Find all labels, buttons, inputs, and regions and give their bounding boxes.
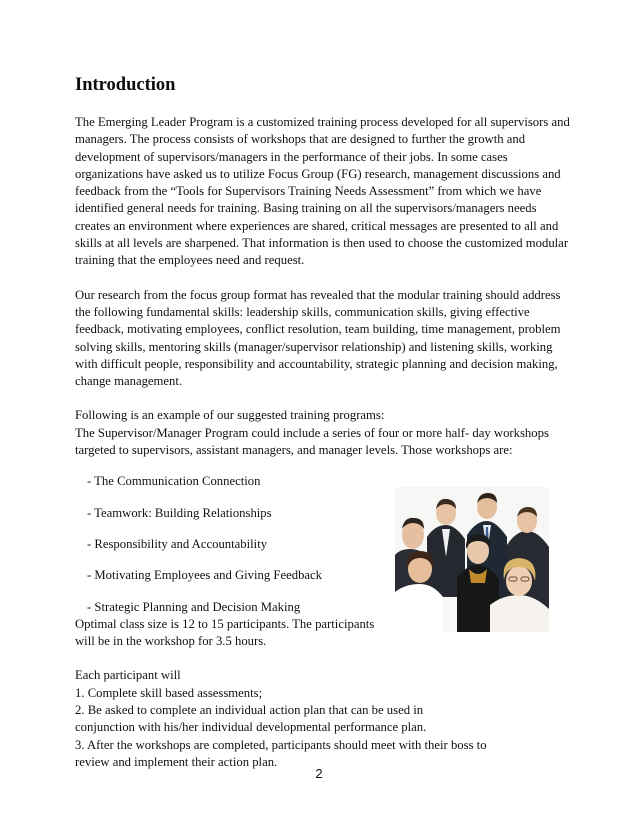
intro-line: feedback from the “Tools for Supervisors Training Needs Assessment” from which we have <box>75 184 542 199</box>
participant-step: 3. After the workshops are completed, participants should meet with their boss to <box>75 737 487 752</box>
participant-step: conjunction with his/her individual developmental performance plan. <box>75 720 427 735</box>
research-line: Our research from the focus group format has revealed that the modular training should address <box>75 287 561 302</box>
research-line: solving skills, mentoring skills (manager/supervisor relationship) and listening skills, working <box>75 339 553 354</box>
intro-line: training that the employees need and request. <box>75 253 305 268</box>
research-line: the following fundamental skills: leadership skills, communication skills, giving effective <box>75 304 530 319</box>
research-line: change management. <box>75 374 183 389</box>
intro-line: creates an environment where experiences are shared, critical messages are presented to all and <box>75 218 559 233</box>
program-line: Following is an example of our suggested training programs: <box>75 408 385 423</box>
intro-line: organizations have asked us to utilize Focus Group (FG) research, management discussions and <box>75 166 561 181</box>
business-team-photo <box>395 487 549 632</box>
research-line: with difficult people, responsibility and accountability, strategic planning and decision making, <box>75 356 558 371</box>
program-line: The Supervisor/Manager Program could include a series of four or more half- day workshops <box>75 425 549 440</box>
research-paragraph <box>75 287 575 391</box>
participant-paragraph <box>75 667 575 771</box>
page-number: 2 <box>315 766 323 781</box>
program-line: targeted to supervisors, assistant managers, and manager levels. Those workshops are: <box>75 443 513 458</box>
workshop-item: - Strategic Planning and Decision Making <box>87 599 301 614</box>
page-content <box>75 74 575 771</box>
intro-line: managers. The process consists of workshops that are designed to further the growth and <box>75 132 526 147</box>
workshop-item: - Teamwork: Building Relationships <box>87 505 272 520</box>
research-line: feedback, motivating employees, conflict resolution, team building, time management, problem <box>75 322 561 337</box>
section-heading: Introduction <box>75 75 176 95</box>
intro-line: skills at all levels are sharpened. That information is then used to choose the customized modular <box>75 236 569 251</box>
class-size-line: Optimal class size is 12 to 15 participants. The participants <box>75 616 375 631</box>
intro-line: The Emerging Leader Program is a customized training process developed for all supervisors and <box>75 115 570 129</box>
intro-paragraph <box>75 114 575 270</box>
participant-intro: Each participant will <box>75 668 181 683</box>
participant-step: review and implement their action plan. <box>75 754 278 769</box>
participant-step: 1. Complete skill based assessments; <box>75 685 263 700</box>
participant-step: 2. Be asked to complete an individual action plan that can be used in <box>75 703 424 718</box>
program-paragraph <box>75 407 575 459</box>
workshop-item: - Motivating Employees and Giving Feedback <box>87 568 323 583</box>
intro-line: identified general needs for training. Basing training on all the supervisors/managers needs <box>75 201 537 216</box>
intro-line: development of supervisors/managers in the performance of their jobs. In some cases <box>75 149 508 164</box>
workshop-item: - Responsibility and Accountability <box>87 536 268 551</box>
class-size-line: will be in the workshop for 3.5 hours. <box>75 634 267 649</box>
workshop-item: - The Communication Connection <box>87 474 261 489</box>
